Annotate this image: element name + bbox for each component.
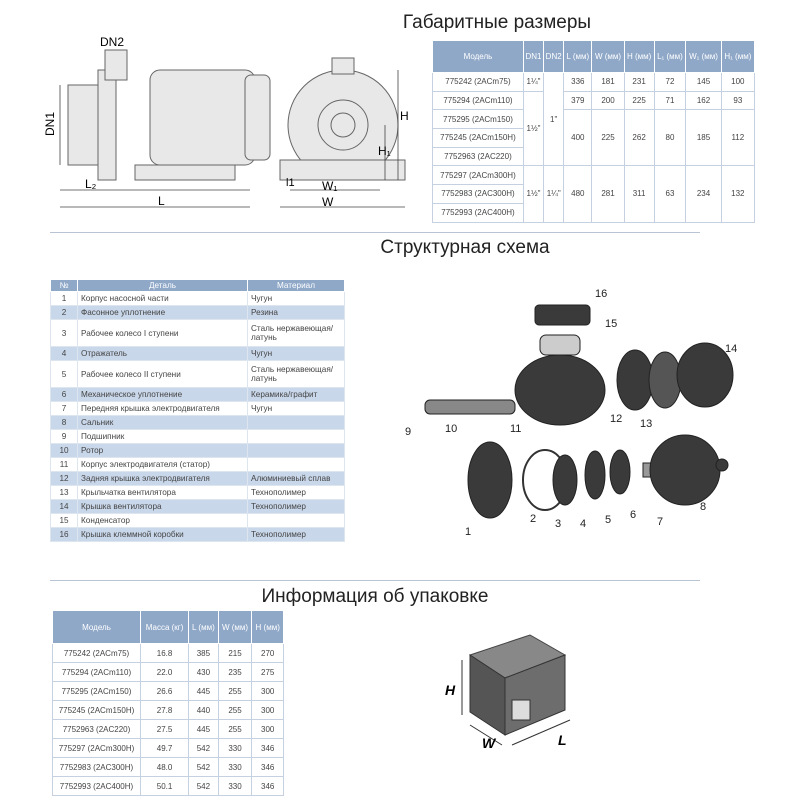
part-number-label: 13 (640, 418, 653, 430)
part-name: Передняя крышка электродвигателя (78, 402, 248, 416)
table-row (51, 361, 345, 388)
part-material: Резина (248, 306, 345, 320)
table-row: 7752963 (2AC220) (433, 147, 755, 166)
table-row: 775295 (2ACm150) 26.6 445 255 300 (53, 682, 284, 701)
label-dn1: DN1 (43, 111, 57, 136)
part-number: 16 (51, 528, 78, 542)
table-row (51, 388, 345, 402)
part-number: 14 (51, 500, 78, 514)
part-number: 9 (51, 430, 78, 444)
part-number-label: 1 (465, 526, 472, 538)
part-name: Конденсатор (78, 514, 248, 528)
table-row: 7752963 (2AC220) 27.5 445 255 300 (53, 720, 284, 739)
part-name: Задняя крышка электродвигателя (78, 472, 248, 486)
label-w1: W₁ (322, 179, 338, 193)
table-row: 775297 (2ACm300H) 49.7 542 330 346 (53, 739, 284, 758)
part-name: Корпус электродвигателя (статор) (78, 458, 248, 472)
part-number: 4 (51, 347, 78, 361)
part-material: Технополимер (248, 528, 345, 542)
table-row: 775294 (2ACm110) 1½" 379 200 225 71 162 93 (433, 91, 755, 110)
part-number: 1 (51, 292, 78, 306)
part-material (248, 444, 345, 458)
table-row: 775242 (2ACm75) 1¼" 1" 336 181 231 72 145 100 (433, 73, 755, 92)
table-row (51, 292, 345, 306)
dimensions-title: Габаритные размеры (402, 12, 592, 33)
part-name: Крышка клеммной коробки (78, 528, 248, 542)
part-number: 15 (51, 514, 78, 528)
table-row: 775242 (2ACm75) 16.8 385 215 270 (53, 644, 284, 663)
part-number: 13 (51, 486, 78, 500)
part-name: Рабочее колесо I ступени (78, 320, 248, 347)
table-row: 775245 (2ACm150H) (433, 129, 755, 148)
packaging-table: Модель Масса (кг) L (мм) W (мм) H (мм) 775242 (2ACm75) 16.8 385 215 270 775294 (2ACm110) 22.0 430 235 275 775295 (2ACm150) 26.6 445 255 300 775245 (2ACm150H) 27.8 440 255 300 7752963 (2AC220) 27.5 445 255 300 775297 (2ACm300H) 49.7 542 330 346 7752983 (2AC300H) 48.0 542 330 346 7752993 (2AC400H) 50.1 542 330 346 (52, 610, 284, 796)
part-material: Сталь нержавеющая/ латунь (248, 361, 345, 388)
part-material: Чугун (248, 292, 345, 306)
exploded-view-diagram (395, 280, 738, 545)
part-name: Подшипник (78, 430, 248, 444)
table-row: 7752993 (2AC400H) 50.1 542 330 346 (53, 777, 284, 796)
box-label-l: L (558, 732, 567, 748)
part-name: Механическое уплотнение (78, 388, 248, 402)
table-row (51, 514, 345, 528)
label-l: L (158, 194, 165, 208)
label-h1: H₁ (378, 144, 391, 158)
label-w: W (322, 195, 334, 209)
table-row (51, 472, 345, 486)
part-number-label: 7 (657, 516, 664, 528)
part-number-label: 2 (530, 513, 537, 525)
part-name: Фасонное уплотнение (78, 306, 248, 320)
part-number-label: 10 (445, 423, 458, 435)
part-material (248, 458, 345, 472)
pump-dimension-drawing (40, 30, 430, 220)
part-name: Крыльчатка вентилятора (78, 486, 248, 500)
table-row (51, 306, 345, 320)
part-material (248, 416, 345, 430)
part-number: 11 (51, 458, 78, 472)
table-row: 775245 (2ACm150H) 27.8 440 255 300 (53, 701, 284, 720)
divider (50, 232, 700, 233)
part-number: 12 (51, 472, 78, 486)
part-number: 8 (51, 416, 78, 430)
part-material (248, 430, 345, 444)
label-h: H (400, 109, 409, 123)
divider (50, 580, 700, 581)
table-row (51, 320, 345, 347)
part-material: Сталь нержавеющая/ латунь (248, 320, 345, 347)
table-row (51, 486, 345, 500)
part-name: Ротор (78, 444, 248, 458)
part-number: 3 (51, 320, 78, 347)
part-material: Алюминиевый сплав (248, 472, 345, 486)
table-row: 7752983 (2AC300H) 48.0 542 330 346 (53, 758, 284, 777)
table-row (51, 402, 345, 416)
box-label-h: H (445, 682, 456, 698)
table-row: 7752993 (2AC400H) (433, 203, 755, 222)
dimensions-table: Модель DN1 DN2 L (мм) W (мм) H (мм) L₁ (мм) W₁ (мм) H₁ (мм) 775242 (2ACm75) 1¼" 1" 336 181 231 72 145 100 775294 (2ACm110) 1½" 379 200 225 71 162 93 775295 (2ACm150) 400 225 262 80 185 112 775245 (2ACm150H) 7752963 (2AC220) 775297 (2ACm300H) 1½" 1¼" 480 281 311 63 234 132 7752983 (2AC300H) 7752993 (2AC400H) (432, 40, 755, 223)
label-l1: l1 (286, 177, 295, 189)
part-number-label: 11 (510, 423, 522, 435)
label-l2: L₂ (85, 177, 97, 191)
part-number: 10 (51, 444, 78, 458)
box-label-w: W (482, 735, 496, 751)
part-name: Сальник (78, 416, 248, 430)
part-material: Чугун (248, 402, 345, 416)
part-number: 5 (51, 361, 78, 388)
part-name: Отражатель (78, 347, 248, 361)
part-material: Чугун (248, 347, 345, 361)
label-dn2: DN2 (100, 35, 125, 49)
part-number-label: 9 (405, 426, 412, 438)
table-row (51, 458, 345, 472)
part-number-label: 3 (555, 518, 562, 530)
table-row (51, 444, 345, 458)
table-row (51, 347, 345, 361)
table-row (51, 416, 345, 430)
part-name: Рабочее колесо II ступени (78, 361, 248, 388)
part-number: 2 (51, 306, 78, 320)
part-number-label: 5 (605, 514, 612, 526)
part-name: Крышка вентилятора (78, 500, 248, 514)
part-number-label: 14 (725, 343, 738, 355)
table-row (51, 500, 345, 514)
part-number-label: 16 (595, 288, 608, 300)
part-material (248, 514, 345, 528)
part-name: Корпус насосной части (78, 292, 248, 306)
structure-title: Структурная схема (380, 237, 550, 258)
table-row: 775295 (2ACm150) 400 225 262 80 185 112 (433, 110, 755, 129)
package-box-diagram (440, 620, 590, 750)
part-number-label: 8 (700, 501, 707, 513)
part-number: 7 (51, 402, 78, 416)
table-row (51, 528, 345, 542)
table-row: 775294 (2ACm110) 22.0 430 235 275 (53, 663, 284, 682)
parts-table: № Деталь Материал 1 Корпус насосной части Чугун 2 Фасонное уплотнение Резина 3 Рабочее колесо I ступени Сталь нержавеющая/ латунь 4 Отражатель Чугун 5 Рабочее колесо II ступени Сталь нержавеющая/ латунь 6 Механическое уплотнение Керамика/графит 7 Передняя крышка электродвигателя Чугун 8 Сальник 9 Подшипник 10 Ротор 11 Корпус электродвигателя (статор) 12 Задняя крышка электродвигателя Алюминиевый сплав 13 Крыльчатка вентилятора Технополимер 14 Крышка вентилятора Технополимер 15 Конденсатор 16 Крышка клеммной коробки Технополимер (50, 279, 345, 542)
table-row (51, 430, 345, 444)
packaging-title: Информация об упаковке (261, 586, 489, 607)
part-number-label: 15 (605, 318, 618, 330)
part-number-label: 6 (630, 509, 637, 521)
part-material: Технополимер (248, 500, 345, 514)
part-material: Технополимер (248, 486, 345, 500)
part-number-label: 4 (580, 518, 587, 530)
part-material: Керамика/графит (248, 388, 345, 402)
part-number: 6 (51, 388, 78, 402)
part-number-label: 12 (610, 413, 623, 425)
table-row: 7752983 (2AC300H) (433, 185, 755, 204)
table-row: 775297 (2ACm300H) 1½" 1¼" 480 281 311 63 234 132 (433, 166, 755, 185)
